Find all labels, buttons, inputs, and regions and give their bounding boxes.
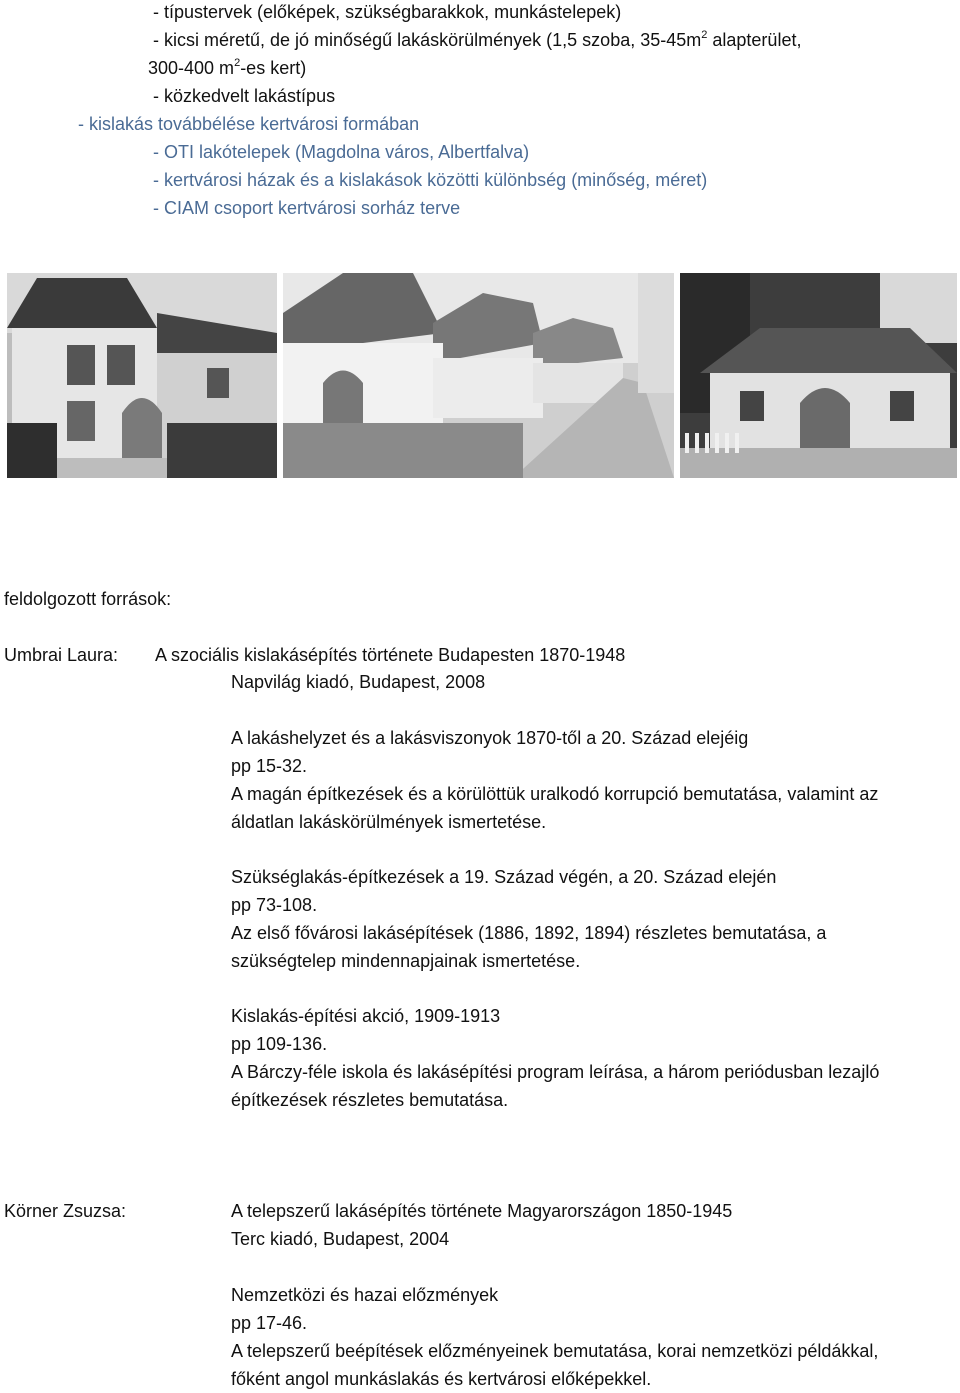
chapter-2-pages: pp 73-108.: [231, 895, 318, 915]
intro-line-3-text: 300-400 m: [148, 58, 235, 78]
umbrai-author: Umbrai Laura:: [4, 645, 119, 665]
chapter-1-pages: pp 15-32.: [231, 756, 308, 776]
rowhouse-photo-icon: [7, 273, 277, 478]
cottage-photo-icon: [680, 273, 957, 478]
korner-chapter-desc-1: A telepszerű beépítések előzményeinek bemutatása, korai nemzetközi példákkal,: [231, 1341, 879, 1361]
chapter-1-title: A lakáshelyzet és a lakásviszonyok 1870-től a 20. Század elejéig: [231, 728, 749, 748]
photo-street: [283, 273, 674, 478]
korner-chapter-pages: pp 17-46.: [231, 1313, 308, 1333]
photo-rowhouse: [7, 273, 277, 478]
intro-line-3: [148, 57, 306, 79]
intro-line-4: - közkedvelt lakástípus: [153, 86, 336, 106]
photo-cottage: [680, 273, 957, 478]
blue-item-3: - CIAM csoport kertvárosi sorház terve: [153, 198, 461, 218]
chapter-3-pages: pp 109-136.: [231, 1034, 328, 1054]
intro-line-2: [153, 29, 801, 51]
intro-line-1: - típustervek (előképek, szükségbarakkok, munkástelepek): [153, 2, 622, 22]
korner-publisher: Terc kiadó, Budapest, 2004: [231, 1229, 450, 1249]
intro-line-3-tail: -es kert): [240, 58, 307, 78]
chapter-3-desc-2: építkezések részletes bemutatása.: [231, 1090, 509, 1110]
chapter-2-desc-2: szükségtelep mindennapjainak ismertetése.: [231, 951, 581, 971]
chapter-3-title: Kislakás-építési akció, 1909-1913: [231, 1006, 501, 1026]
sources-heading: feldolgozott források:: [4, 589, 172, 609]
korner-chapter-title: Nemzetközi és hazai előzmények: [231, 1285, 499, 1305]
chapter-1-desc-2: áldatlan lakáskörülmények ismertetése.: [231, 812, 547, 832]
chapter-3-desc-1: A Bárczy-féle iskola és lakásépítési program leírása, a három periódusban lezajló: [231, 1062, 880, 1082]
blue-item-1: - OTI lakótelepek (Magdolna város, Albertfalva): [153, 142, 530, 162]
blue-item-2: - kertvárosi házak és a kislakások közötti különbség (minőség, méret): [153, 170, 708, 190]
korner-title: A telepszerű lakásépítés története Magyarországon 1850-1945: [231, 1201, 733, 1221]
korner-chapter-desc-2: főként angol munkáslakás és kertvárosi előképekkel.: [231, 1369, 652, 1389]
street-rowhouses-photo-icon: [283, 273, 674, 478]
intro-line-2-tail: alapterület,: [712, 30, 802, 50]
chapter-2-title: Szükséglakás-építkezések a 19. Század végén, a 20. Század elején: [231, 867, 777, 887]
umbrai-publisher: Napvilág kiadó, Budapest, 2008: [231, 672, 486, 692]
superscript: 2: [701, 29, 708, 41]
umbrai-title: A szociális kislakásépítés története Budapesten 1870-1948: [155, 645, 626, 665]
blue-heading: - kislakás továbbélése kertvárosi formában: [78, 114, 420, 134]
chapter-2-desc-1: Az első fővárosi lakásépítések (1886, 1892, 1894) részletes bemutatása, a: [231, 923, 827, 943]
korner-author: Körner Zsuzsa:: [4, 1201, 127, 1221]
superscript: 2: [234, 57, 241, 69]
chapter-1-desc-1: A magán építkezések és a körülöttük uralkodó korrupció bemutatása, valamint az: [231, 784, 879, 804]
intro-line-2-text: - kicsi méretű, de jó minőségű lakáskörülmények (1,5 szoba, 35-45m: [153, 30, 702, 50]
